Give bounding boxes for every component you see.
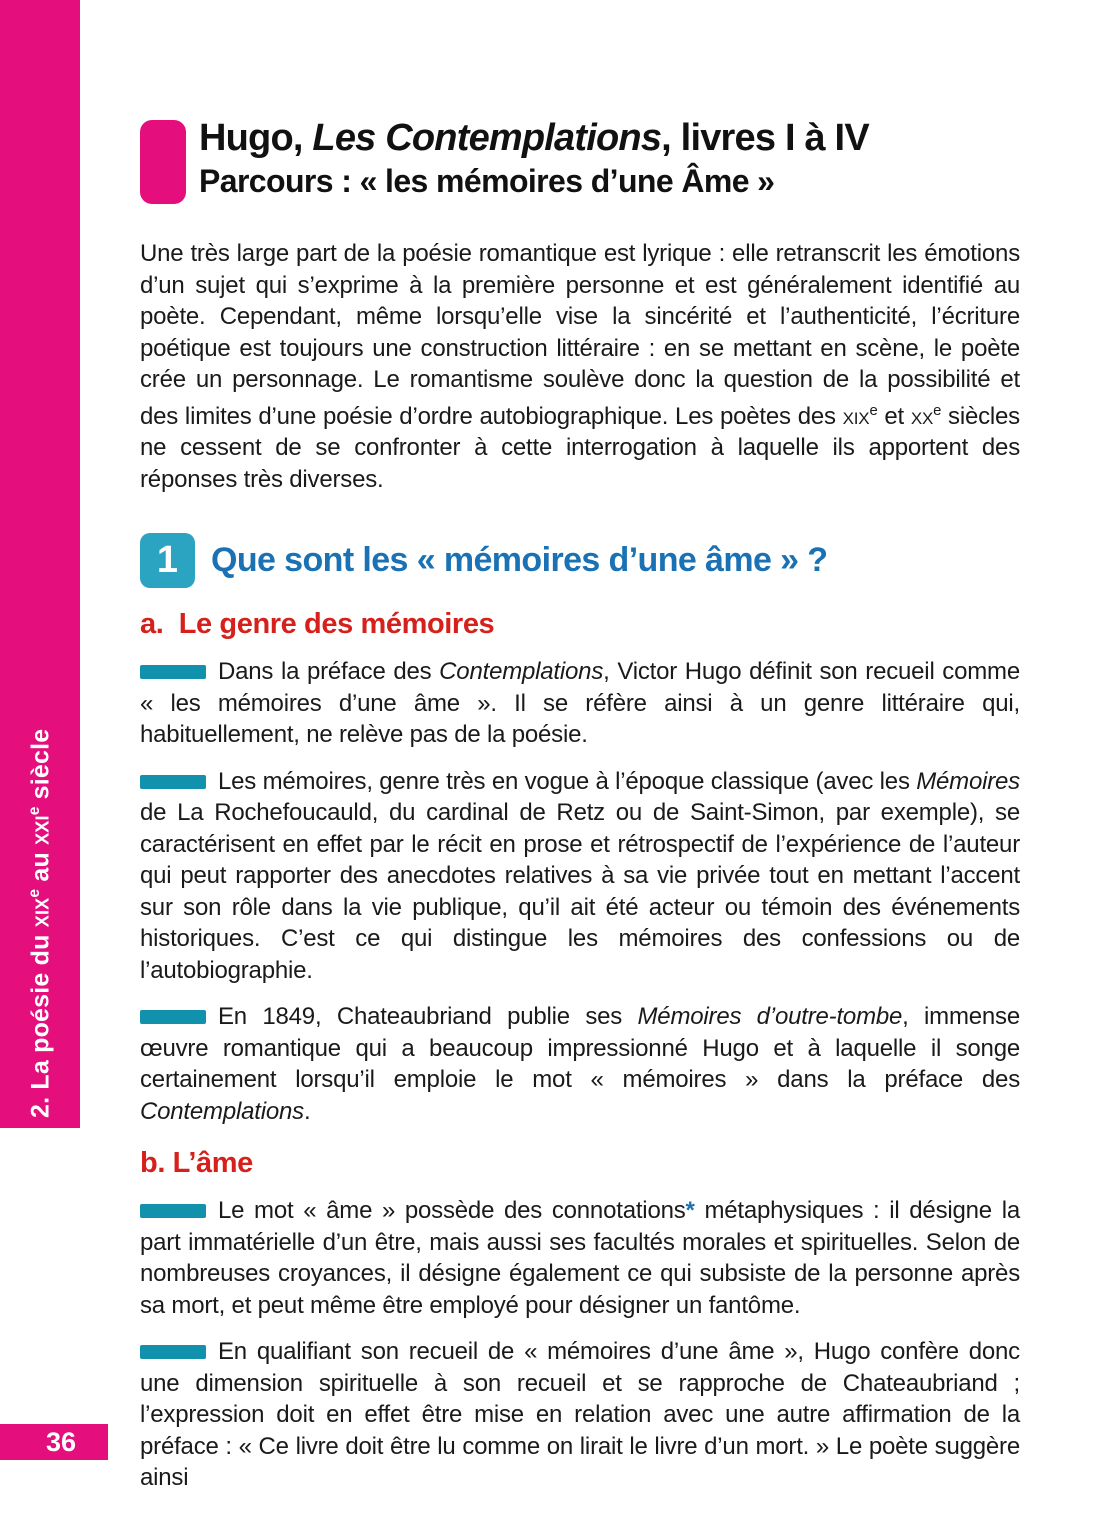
paragraph-marker — [140, 1204, 206, 1218]
paragraph — [140, 1336, 1020, 1494]
page-number-badge — [0, 1424, 108, 1460]
chapter-titles — [199, 116, 869, 204]
subsection-a-title: a. Le genre des mémoires — [140, 608, 495, 640]
intro-paragraph: Une très large part de la poésie romantique est lyrique : elle retranscrit les émotions d’un sujet qui s’exprime à la première personne et est généralement identifié au poète. Cependant, même lorsqu’elle vise la sincérité et l’authenticité, l’écriture poétique est toujours une construction littéraire : en se mettant en scène, le poète crée un personnage. Le romantisme soulève donc la question de la possibilité et des limites d’une poésie d’ordre autobiographique. Les poètes des xix$^e$ et $xx^e$ siècles ne cessent de se confronter à cette interrogation à laquelle ils apportent des réponses très diverses. — [140, 240, 1020, 493]
section-1-heading — [140, 533, 1020, 588]
page-number: 36 — [45, 1426, 77, 1457]
paragraph-marker — [140, 1345, 206, 1359]
paragraph-text: En qualifiant son recueil de « mémoires d’une âme », Hugo confère donc une dimension spirituelle à son recueil et se rapproche de Chateaubriand ; l’expression doit en effet être mise en relation avec une autre affirmation de la préface : « Ce livre doit être lu comme on lirait le livre d’un mort. » Le poète suggère ainsi — [140, 1338, 1020, 1491]
section-number-badge: 1 — [140, 533, 195, 588]
paragraph-marker — [140, 1010, 206, 1024]
subsection-b-title: b. L’âme — [140, 1147, 253, 1179]
chapter-subtitle: Parcours : « les mémoires d’une Âme » — [199, 163, 775, 199]
chapter-sidebar-label: 2. La poésie du xix$^e$ au xxi$^e$ siècle — [26, 728, 55, 1118]
paragraph-text: Les mémoires, genre très en vogue à l’époque classique (avec les Mémoires de La Rochefoucauld, du cardinal de Retz ou de Saint-Simon, par exemple), se caractérisent en effet par le récit en prose et rétrospectif de l’expérience de l’auteur qui peut rapporter des anecdotes relatives à sa vie privée tout en mettant l’accent sur son rôle dans la vie publique, qu’il ait été acteur ou témoin des événements historiques. C’est ce qui distingue les mémoires des confessions ou de l’autobiographie. — [140, 767, 1020, 984]
paragraph-text: Dans la préface des Contemplations, Victor Hugo définit son recueil comme « les mémoires d’une âme ». Il se réfère ainsi à un genre littéraire qui, habituellement, ne relève pas de la poésie. — [140, 658, 1020, 748]
paragraph-text: Le mot « âme » possède des connotations* métaphysiques : il désigne la part immatérielle d’un être, mais aussi ses facultés morales et spirituelles. Selon de nombreuses croyances, il désigne également ce qui subsiste de la personne après sa mort, et peut même être employé pour désigner un fantôme. — [140, 1197, 1020, 1319]
paragraph-text: En 1849, Chateaubriand publie ses Mémoires d’outre-tombe, immense œuvre romantique qui a beaucoup impressionné Hugo et à laquelle il songe certainement lorsqu’il emploie le mot « mémoires » dans la préface des Contemplations. — [140, 1003, 1020, 1125]
paragraph — [140, 656, 1020, 751]
paragraph-marker — [140, 665, 206, 679]
paragraph — [140, 1001, 1020, 1127]
chapter-title: Hugo, Les Contemplations, livres I à IV — [199, 117, 869, 159]
paragraph — [140, 766, 1020, 987]
section-1-title: Que sont les « mémoires d’une âme » ? — [211, 541, 828, 579]
chapter-header — [140, 116, 1020, 204]
title-accent-bar — [140, 120, 186, 204]
paragraph-marker — [140, 775, 206, 789]
paragraph — [140, 1195, 1020, 1321]
page-content — [140, 0, 1020, 1494]
